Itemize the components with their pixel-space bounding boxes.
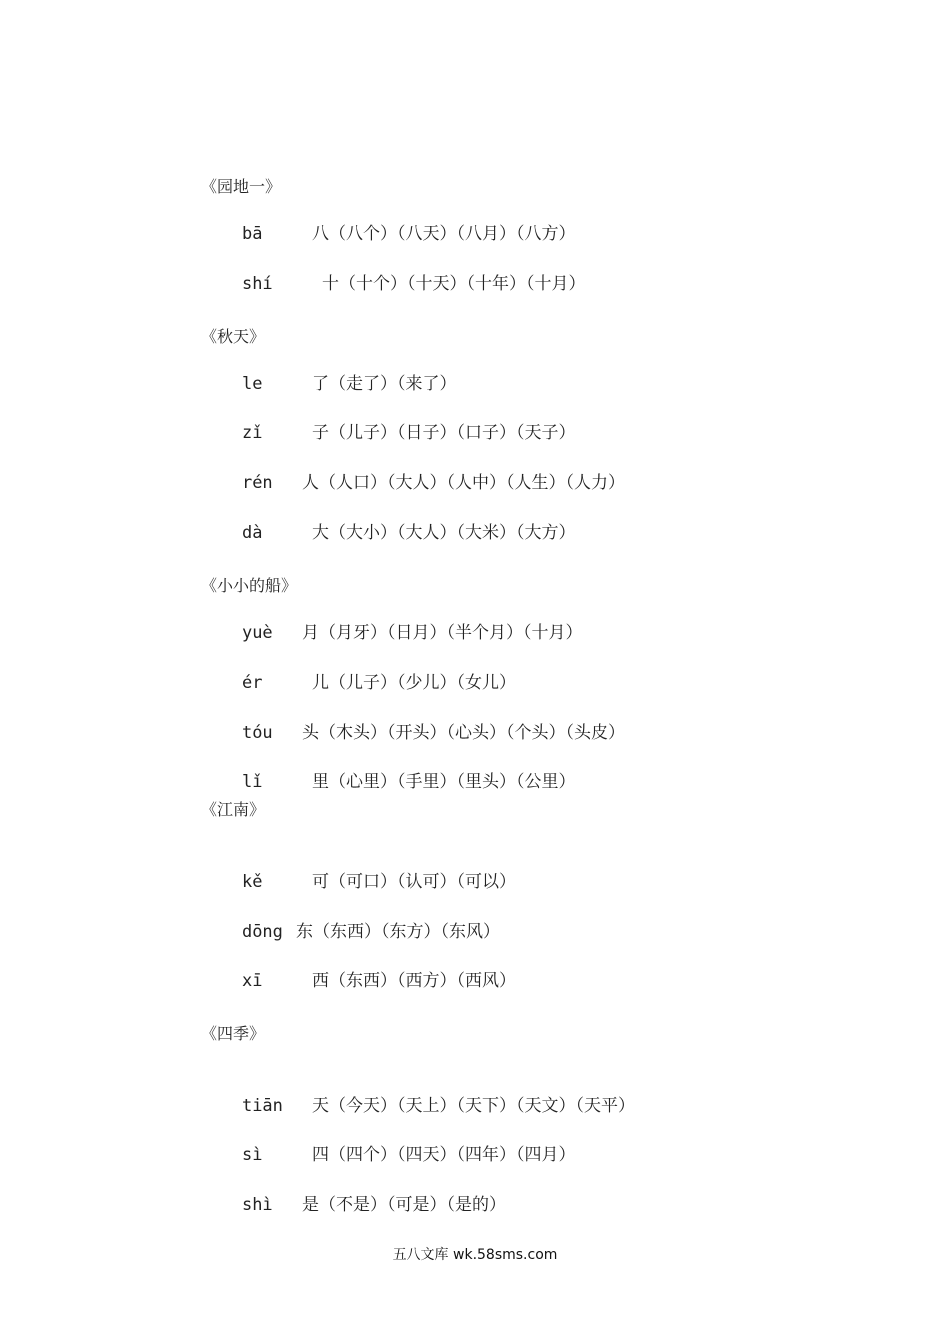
pinyin-label: dōng [241,922,283,942]
word-list: 是（不是）（可是）（是的） [301,1195,506,1215]
pinyin-label: dà [241,523,263,543]
footer-watermark: 五八文库 wk.58sms.com [392,1247,558,1263]
word-list: 头（木头）（开头）（心头）（个头）（头皮） [301,723,625,743]
word-list: 西（东西）（西方）（西风） [311,971,516,991]
pinyin-label: shì [241,1195,273,1215]
word-row [201,500,575,566]
pinyin-label: xī [241,971,263,991]
word-list: 人（人口）（大人）（人中）（人生）（人力） [301,473,625,493]
word-list: 四（四个）（四天）（四年）（四月） [311,1145,576,1165]
pinyin-label: kě [241,872,263,892]
word-list: 子（儿子）（日子）（口子）（天子） [311,423,576,443]
word-list: 了（走了）（来了） [311,374,457,394]
pinyin-label: tiān [241,1096,283,1116]
section-title-xiaoxiao-de-chuan: 《小小的船》 [201,576,298,595]
section-title-yuandi-yi: 《园地一》 [201,177,282,196]
word-list: 里（心里）（手里）（里头）（公里） [311,772,576,792]
word-row [201,251,585,317]
word-list: 可（可口）（认可）（可以） [311,872,516,892]
pinyin-label: sì [241,1145,263,1165]
word-list: 东（东西）（东方）（东风） [295,922,500,942]
pinyin-label: zǐ [241,423,263,443]
section-title-siji: 《四季》 [201,1024,266,1043]
word-row [201,948,516,1014]
word-list: 月（月牙）（日月）（半个月）（十月） [301,623,583,643]
pinyin-label: rén [241,473,273,493]
pinyin-label: shí [241,274,273,294]
section-title-qiutian: 《秋天》 [201,327,266,346]
pinyin-label: yuè [241,623,273,643]
pinyin-label: lǐ [241,772,263,792]
word-row [201,1172,506,1238]
section-title-jiangnan: 《江南》 [201,800,266,819]
word-list: 天（今天）（天上）（天下）（天文）（天平） [311,1096,635,1116]
pinyin-label: le [241,374,263,394]
word-list: 八（八个）（八天）（八月）（八方） [311,224,576,244]
pinyin-label: ér [241,673,263,693]
pinyin-label: tóu [241,723,273,743]
word-list: 儿（儿子）（少儿）（女儿） [311,673,516,693]
word-list: 十（十个）（十天）（十年）（十月） [321,274,586,294]
pinyin-label: bā [241,224,263,244]
word-list: 大（大小）（大人）（大米）（大方） [311,523,576,543]
